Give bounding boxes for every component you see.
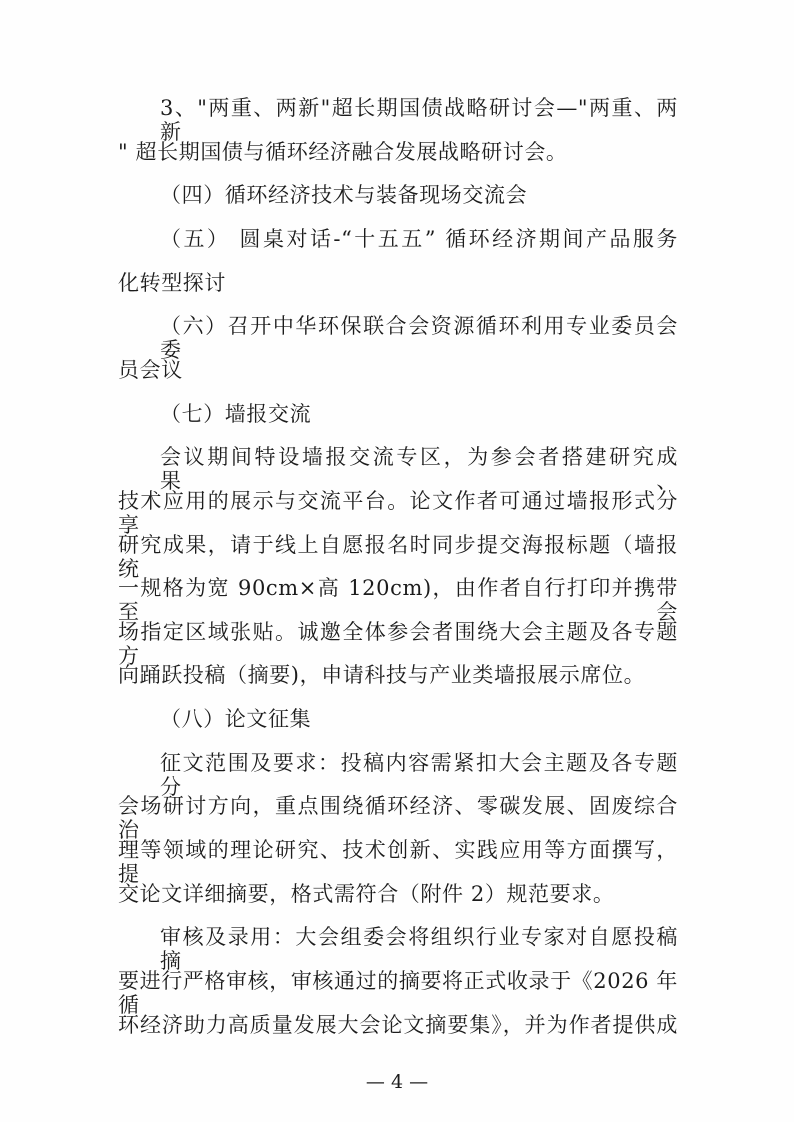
page-number: — 4 — [365,1071,429,1093]
body-text-line: 研究成果，请于线上自愿报名时同步提交海报标题（墙报统 [118,533,678,581]
body-text-line: 场指定区域张贴。诚邀全体参会者围绕大会主题及各专题方 [118,620,678,668]
section-heading: （五） 圆桌对话-“十五五” 循环经济期间产品服务 [160,227,678,251]
body-text-line: 审核及录用：大会组委会将组织行业专家对自愿投稿摘 [160,925,678,973]
body-text-line: 化转型探讨 [118,271,226,295]
body-text-line: 会场研讨方向，重点围绕循环经济、零碳发展、固废综合治 [118,794,678,842]
section-heading: （七）墙报交流 [160,402,312,426]
body-text-line: 征文范围及要求：投稿内容需紧扣大会主题及各专题分 [160,751,678,799]
body-text-line: 向踊跃投稿（摘要)，申请科技与产业类墙报展示席位。 [118,663,646,687]
body-text-line: 要进行严格审核，审核通过的摘要将正式收录于《2026 年循 [118,969,678,1017]
section-heading: （四）循环经济技术与装备现场交流会 [160,183,528,207]
body-text-line: " 超长期国债与循环经济融合发展战略研讨会。 [118,140,568,164]
body-text-line: 理等领域的理论研究、技术创新、实践应用等方面撰写，提 [118,838,678,886]
section-heading: （六）召开中华环保联合会资源循环利用专业委员会委 [160,314,678,362]
body-text-line: 员会议 [118,358,183,382]
body-text-line: 一规格为宽 90cm×高 120cm)，由作者自行打印并携带至会 [118,576,678,624]
body-text-line: 环经济助力高质量发展大会论文摘要集》，并为作者提供成 [118,1013,678,1037]
body-text-line: 会议期间特设墙报交流专区，为参会者搭建研究成果、 [160,445,678,493]
body-text-line: 技术应用的展示与交流平台。论文作者可通过墙报形式分享 [118,489,678,537]
body-text-line: 交论文详细摘要，格式需符合（附件 2）规范要求。 [118,882,615,906]
body-text-line: 3、"两重、两新"超长期国债战略研讨会—"两重、两新 [160,96,678,144]
section-heading: （八）论文征集 [160,707,312,731]
